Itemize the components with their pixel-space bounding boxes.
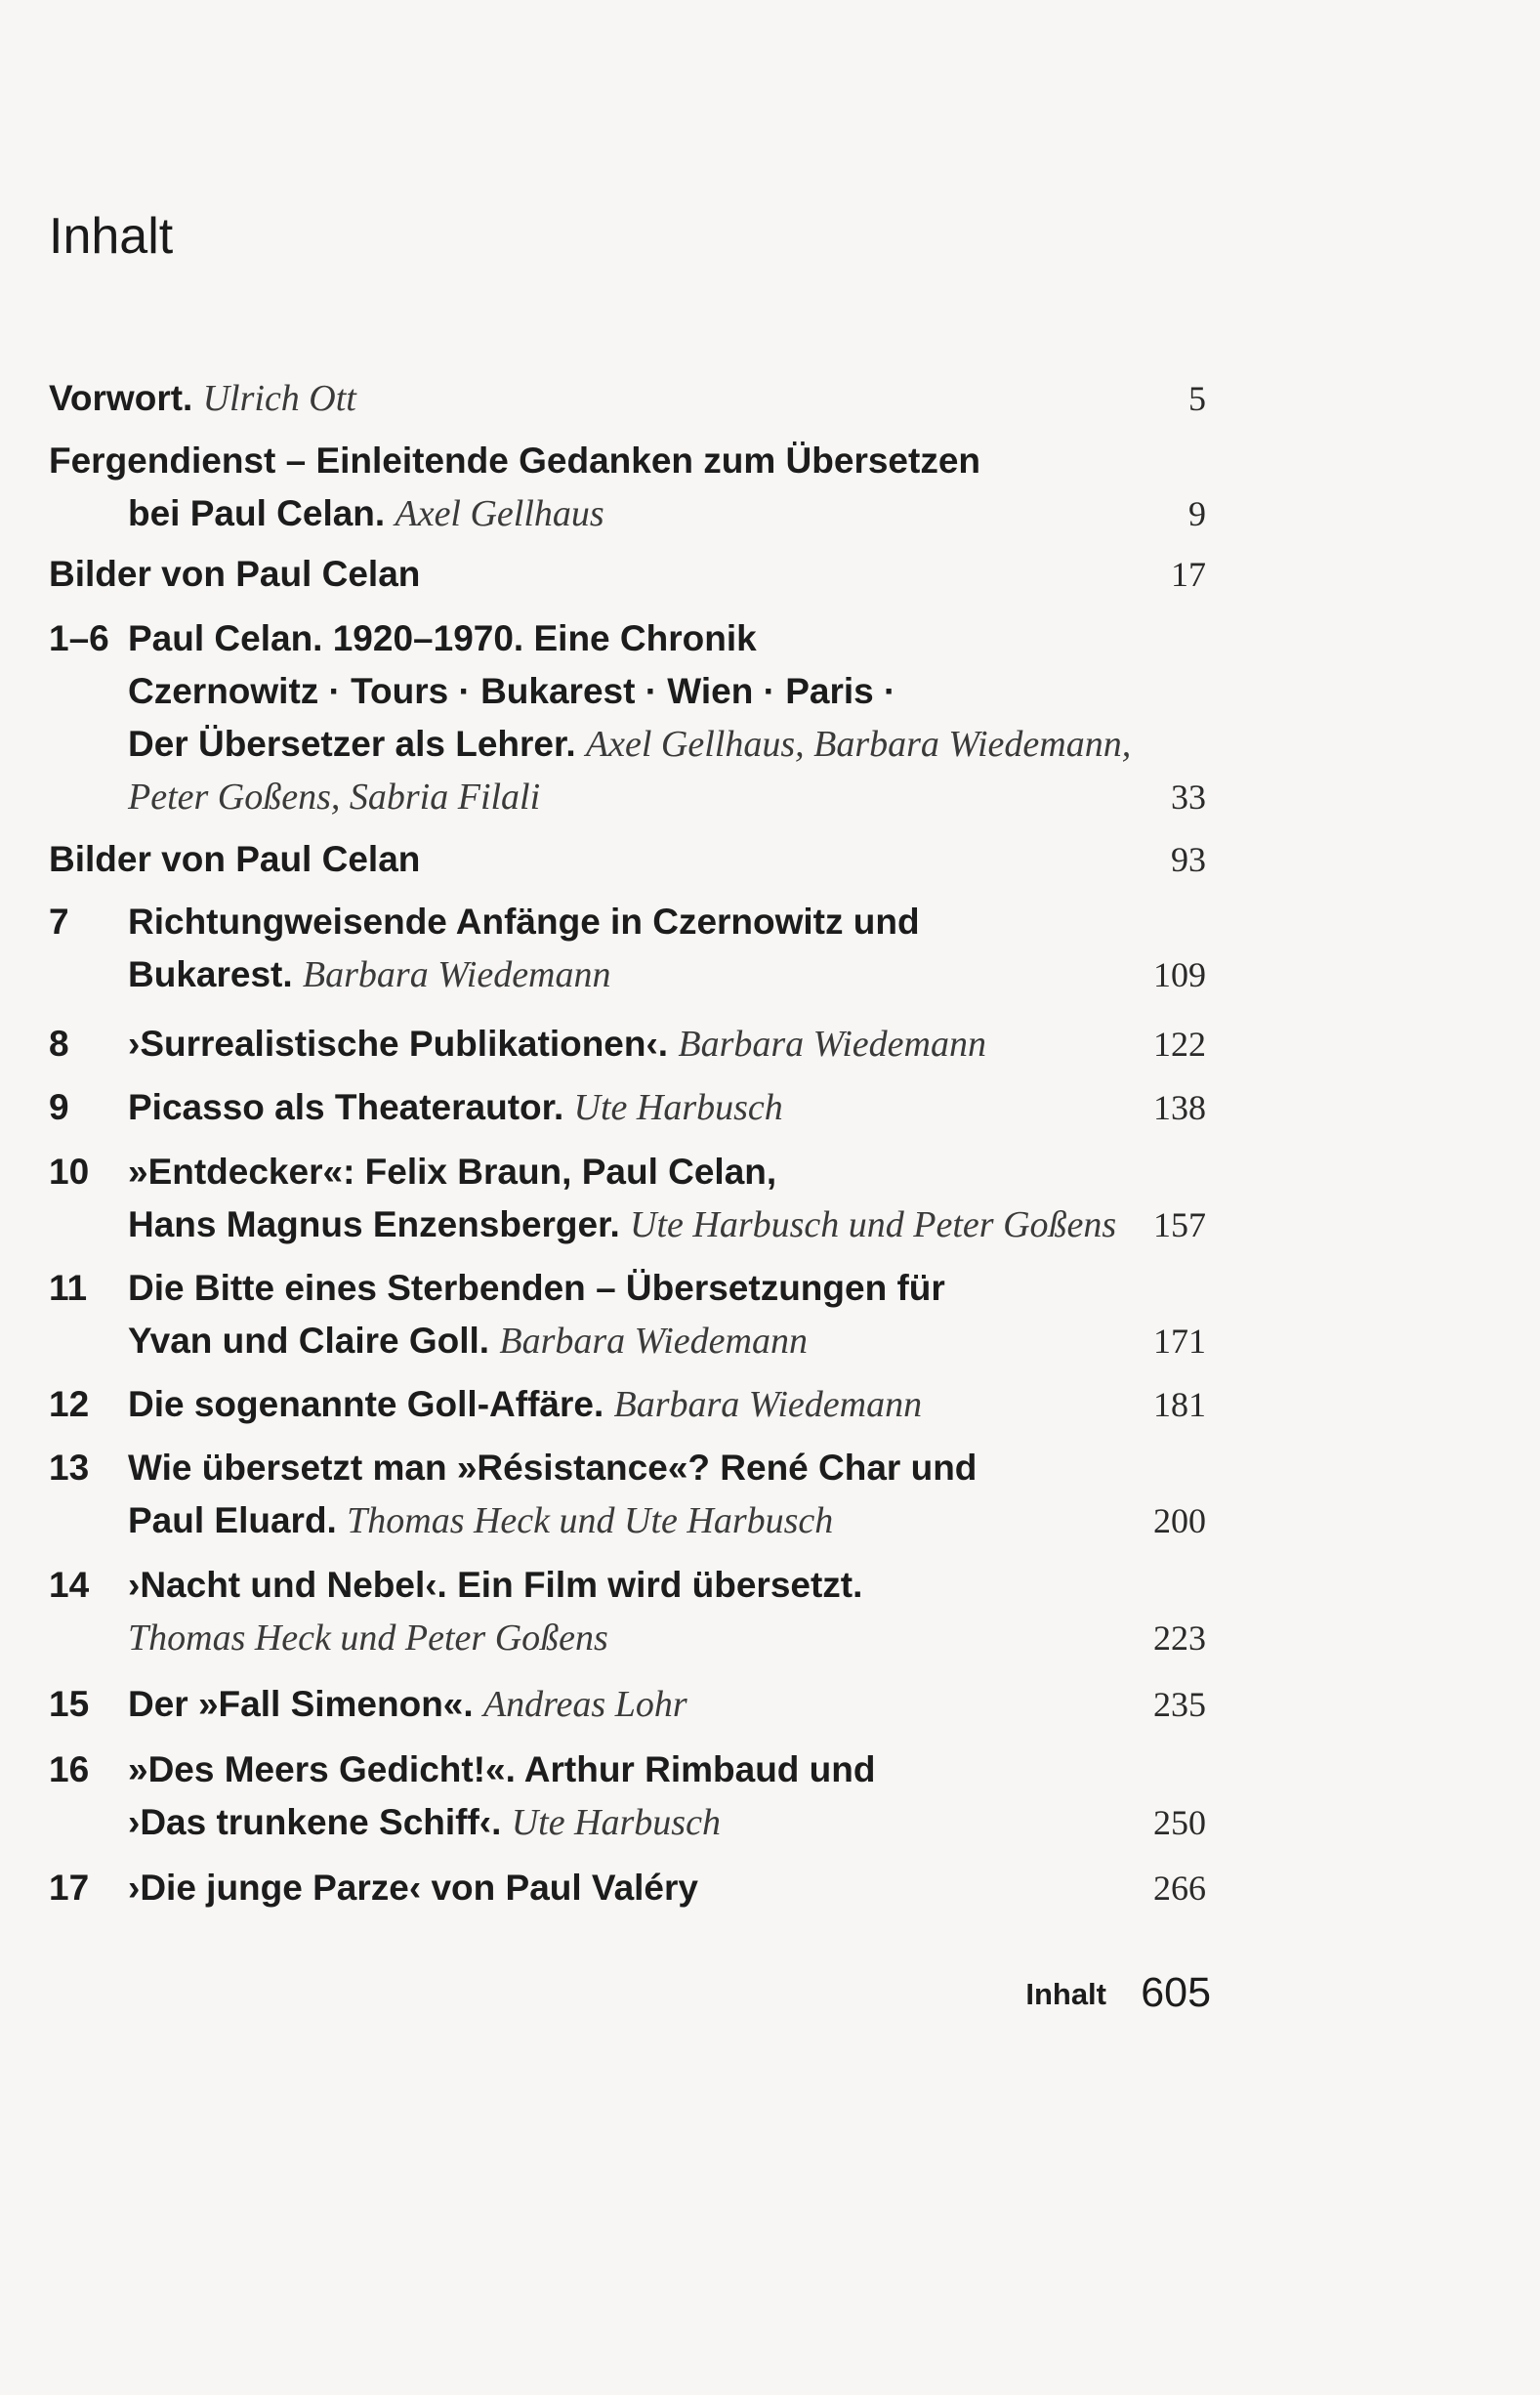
entry-number: 13	[49, 1448, 90, 1488]
entry-author: Barbara Wiedemann	[499, 1321, 808, 1362]
entry-number: 1–6	[49, 618, 109, 658]
entry-author: Ute Harbusch und Peter Goßens	[630, 1204, 1117, 1245]
entry-title: Fergendienst – Einleitende Gedanken zum Übersetzen	[49, 441, 981, 481]
entry-title: Wie übersetzt man »Résistance«? René Char und	[128, 1448, 978, 1488]
entry-author: Thomas Heck und Peter Goßens	[128, 1618, 608, 1659]
entry-page-number: 109	[1153, 955, 1206, 994]
entry-page-number: 266	[1153, 1869, 1206, 1908]
entry-line	[128, 1564, 862, 1608]
entry-title: Bilder von Paul Celan	[49, 554, 421, 594]
entry-title: Czernowitz · Tours · Bukarest · Wien · Paris ·	[128, 671, 896, 711]
entry-line	[128, 1203, 1116, 1247]
entry-line	[128, 1499, 833, 1543]
entry-line	[128, 670, 895, 714]
running-footer-label: Inhalt	[1025, 1977, 1106, 2011]
entry-title: Bukarest.	[128, 954, 303, 994]
entry-line	[128, 1801, 721, 1845]
entry-line	[128, 953, 611, 997]
entry-author: Barbara Wiedemann	[302, 954, 611, 995]
entry-page-number: 9	[1188, 494, 1206, 533]
entry-title: ›Die junge Parze‹ von Paul Valéry	[128, 1868, 698, 1908]
entry-author: Barbara Wiedemann	[613, 1384, 923, 1425]
entry-page-number: 122	[1153, 1025, 1206, 1064]
entry-page-number: 200	[1153, 1501, 1206, 1540]
entry-line	[128, 492, 604, 536]
entry-number: 14	[49, 1565, 90, 1605]
entry-title: Der Übersetzer als Lehrer.	[128, 724, 586, 764]
entry-page-number: 138	[1153, 1088, 1206, 1127]
entry-line	[128, 1383, 922, 1427]
entry-line	[49, 553, 420, 597]
entry-author: Ute Harbusch	[511, 1802, 721, 1843]
entry-page-number: 157	[1153, 1205, 1206, 1244]
entry-line	[128, 723, 1131, 767]
entry-title: Der »Fall Simenon«.	[128, 1684, 483, 1724]
entry-line	[128, 1748, 875, 1792]
entry-title: Die Bitte eines Sterbenden – Übersetzungen für	[128, 1268, 945, 1308]
entry-line	[128, 1867, 698, 1911]
entry-number: 11	[49, 1268, 88, 1308]
entry-author: Barbara Wiedemann	[678, 1024, 986, 1065]
entry-page-number: 250	[1153, 1803, 1206, 1842]
entry-title: Paul Celan. 1920–1970. Eine Chronik	[128, 618, 757, 658]
entry-page-number: 171	[1153, 1322, 1206, 1361]
entry-line	[128, 617, 757, 661]
entry-line	[49, 377, 356, 421]
page-number: 605	[1141, 1969, 1211, 2016]
entry-line	[128, 1683, 687, 1727]
entry-number: 9	[49, 1087, 69, 1127]
entry-author: Thomas Heck und Ute Harbusch	[347, 1500, 834, 1541]
entry-number: 7	[49, 902, 69, 942]
entry-title: Paul Eluard.	[128, 1500, 348, 1540]
entry-line	[128, 901, 920, 945]
entry-title: Yvan und Claire Goll.	[128, 1321, 500, 1361]
entry-author: Andreas Lohr	[482, 1684, 687, 1725]
entry-title: ›Das trunkene Schiff‹.	[128, 1802, 512, 1842]
entry-line	[128, 1617, 608, 1660]
entry-page-number: 17	[1171, 555, 1206, 594]
entry-number: 16	[49, 1749, 90, 1789]
entry-author: Ulrich Ott	[202, 378, 356, 419]
entry-page-number: 93	[1171, 840, 1206, 879]
entry-line	[128, 1447, 977, 1491]
entry-page-number: 5	[1188, 379, 1206, 418]
entry-page-number: 33	[1171, 777, 1206, 817]
entry-title: Die sogenannte Goll-Affäre.	[128, 1384, 614, 1424]
entry-line	[128, 1023, 986, 1067]
entry-author: Axel Gellhaus	[395, 493, 604, 534]
entry-line	[128, 1086, 783, 1130]
entry-line	[49, 440, 980, 483]
entry-page-number: 223	[1153, 1618, 1206, 1658]
entry-number: 12	[49, 1384, 90, 1424]
entry-title: Picasso als Theaterautor.	[128, 1087, 574, 1127]
entry-title: Bilder von Paul Celan	[49, 839, 421, 879]
entry-line	[128, 1320, 808, 1364]
entry-title: bei Paul Celan.	[128, 493, 395, 533]
entry-title: Vorwort.	[49, 378, 203, 418]
entry-line	[128, 1151, 776, 1195]
page-title: Inhalt	[49, 208, 174, 265]
entry-line	[49, 838, 420, 882]
entry-number: 8	[49, 1024, 69, 1064]
entry-line	[128, 776, 540, 819]
entry-number: 17	[49, 1868, 90, 1908]
entry-title: Hans Magnus Enzensberger.	[128, 1204, 631, 1244]
entry-title: »Entdecker«: Felix Braun, Paul Celan,	[128, 1152, 777, 1192]
entry-author: Peter Goßens, Sabria Filali	[128, 777, 541, 818]
entry-title: ›Nacht und Nebel‹. Ein Film wird übersetzt.	[128, 1565, 863, 1605]
entry-page-number: 235	[1153, 1685, 1206, 1724]
entry-title: »Des Meers Gedicht!«. Arthur Rimbaud und	[128, 1749, 876, 1789]
entry-number: 15	[49, 1684, 90, 1724]
entry-line	[128, 1267, 945, 1311]
entry-page-number: 181	[1153, 1385, 1206, 1424]
entry-number: 10	[49, 1152, 90, 1192]
entry-title: ›Surrealistische Publikationen‹.	[128, 1024, 679, 1064]
entry-author: Ute Harbusch	[573, 1087, 783, 1128]
entry-author: Axel Gellhaus, Barbara Wiedemann,	[585, 724, 1132, 765]
entry-title: Richtungweisende Anfänge in Czernowitz und	[128, 902, 920, 942]
